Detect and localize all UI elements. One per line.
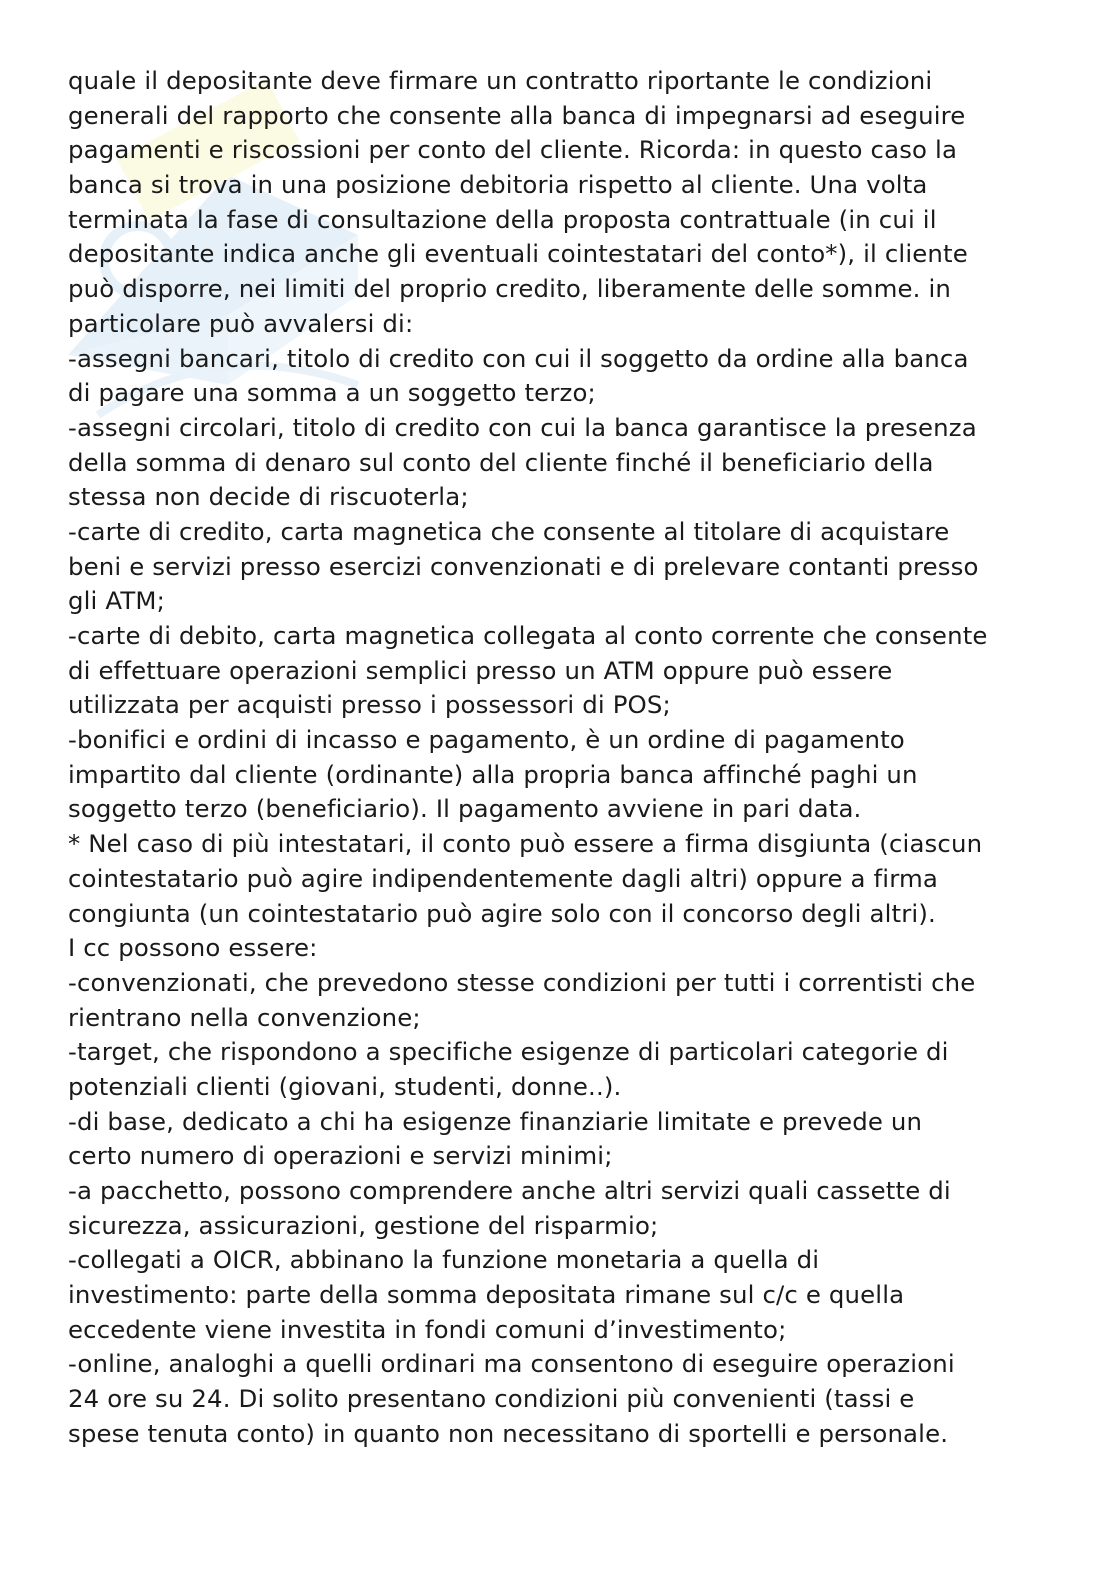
text-line: di effettuare operazioni semplici presso un ATM oppure può essere <box>68 655 893 685</box>
text-line: stessa non decide di riscuoterla; <box>68 482 469 512</box>
text-line: I cc possono essere: <box>68 933 318 963</box>
text-line: -convenzionati, che prevedono stesse condizioni per tutti i correntisti che <box>68 967 976 997</box>
text-line: potenziali clienti (giovani, studenti, donne..). <box>68 1071 622 1101</box>
text-line: generali del rapporto che consente alla banca di impegnarsi ad eseguire <box>68 100 966 130</box>
text-line: * Nel caso di più intestatari, il conto può essere a firma disgiunta (ciascun <box>68 829 983 859</box>
text-line: depositante indica anche gli eventuali cointestatari del conto*), il cliente <box>68 239 968 269</box>
text-line: -collegati a OICR, abbinano la funzione monetaria a quella di <box>68 1245 820 1275</box>
text-line: -carte di credito, carta magnetica che consente al titolare di acquistare <box>68 516 950 546</box>
text-line: cointestatario può agire indipendentemente dagli altri) oppure a firma <box>68 863 938 893</box>
text-line: utilizzata per acquisti presso i possessori di POS; <box>68 690 671 720</box>
text-line: -bonifici e ordini di incasso e pagamento, è un ordine di pagamento <box>68 725 905 755</box>
text-line: soggetto terzo (beneficiario). Il pagamento avviene in pari data. <box>68 794 862 824</box>
text-line: -a pacchetto, possono comprendere anche altri servizi quali cassette di <box>68 1176 951 1205</box>
text-line: -carte di debito, carta magnetica collegata al conto corrente che consente <box>68 621 988 650</box>
text-line: -assegni bancari, titolo di credito con cui il soggetto da ordine alla banca <box>68 343 969 373</box>
text-line: particolare può avvalersi di: <box>68 308 414 338</box>
text-line: pagamenti e riscossioni per conto del cliente. Ricorda: in questo caso la <box>68 135 958 165</box>
text-line: sicurezza, assicurazioni, gestione del risparmio; <box>68 1210 659 1240</box>
text-line: gli ATM; <box>68 586 165 616</box>
text-line: della somma di denaro sul conto del cliente finché il beneficiario della <box>68 447 934 477</box>
text-line: impartito dal cliente (ordinante) alla propria banca affinché paghi un <box>68 759 918 789</box>
text-line: di pagare una somma a un soggetto terzo; <box>68 378 596 408</box>
text-line: congiunta (un cointestatario può agire solo con il concorso degli altri). <box>68 898 936 928</box>
text-line: certo numero di operazioni e servizi minimi; <box>68 1141 613 1171</box>
text-line: beni e servizi presso esercizi convenzionati e di prelevare contanti presso <box>68 551 979 581</box>
text-line: quale il depositante deve firmare un contratto riportante le condizioni <box>68 66 933 95</box>
text-line: -assegni circolari, titolo di credito con cui la banca garantisce la presenza <box>68 412 977 442</box>
text-line: può disporre, nei limiti del proprio credito, liberamente delle somme. in <box>68 274 952 304</box>
text-line: spese tenuta conto) in quanto non necessitano di sportelli e personale. <box>68 1418 949 1448</box>
text-line: eccedente viene investita in fondi comuni d’investimento; <box>68 1314 787 1344</box>
text-line: -di base, dedicato a chi ha esigenze finanziarie limitate e prevede un <box>68 1106 923 1136</box>
document-text <box>68 64 1078 1452</box>
text-line: banca si trova in una posizione debitoria rispetto al cliente. Una volta <box>68 170 928 200</box>
text-line: terminata la fase di consultazione della proposta contrattuale (in cui il <box>68 204 937 234</box>
text-line: investimento: parte della somma depositata rimane sul c/c e quella <box>68 1280 905 1310</box>
text-line: rientrano nella convenzione; <box>68 1002 421 1032</box>
text-line: 24 ore su 24. Di solito presentano condizioni più convenienti (tassi e <box>68 1384 915 1414</box>
text-line: -online, analoghi a quelli ordinari ma consentono di eseguire operazioni <box>68 1349 955 1379</box>
text-line: -target, che rispondono a specifiche esigenze di particolari categorie di <box>68 1037 949 1067</box>
